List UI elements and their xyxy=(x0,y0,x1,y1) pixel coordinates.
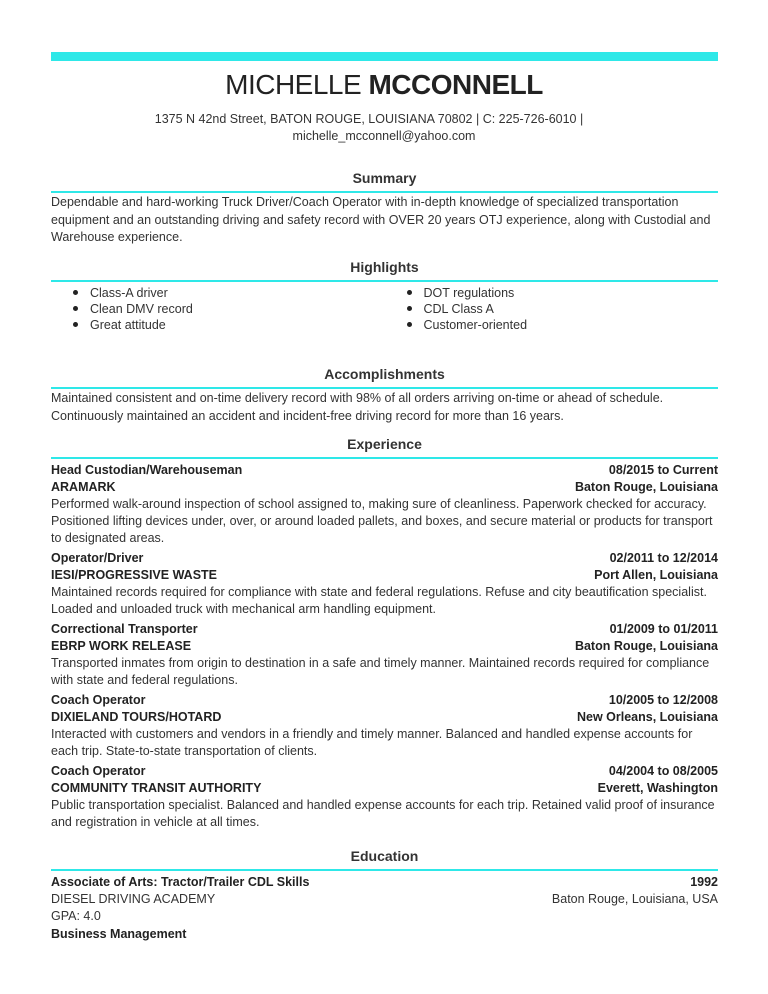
job-location: Baton Rouge, Louisiana xyxy=(574,639,718,653)
job-company-row xyxy=(51,709,718,726)
job-company: EBRP WORK RELEASE xyxy=(51,639,192,653)
job-entry xyxy=(51,550,718,618)
job-entry xyxy=(51,692,718,760)
summary-divider xyxy=(51,191,718,193)
job-title: Operator/Driver xyxy=(51,551,144,565)
accomplishments-title: Accomplishments xyxy=(324,366,445,382)
job-description: Interacted with customers and vendors in a friendly and timely manner. Balanced and handled expense accounts for each trip. State-to-state transportation of clients. xyxy=(51,727,693,758)
accomplishments-section xyxy=(51,366,718,425)
job-entry xyxy=(51,763,718,831)
job-company: COMMUNITY TRANSIT AUTHORITY xyxy=(51,781,262,795)
education-entry xyxy=(51,874,718,943)
education-gpa: GPA: 4.0 xyxy=(51,909,101,923)
first-name: MICHELLE xyxy=(225,69,362,100)
job-title: Head Custodian/Warehouseman xyxy=(51,463,243,477)
education-year: 1992 xyxy=(690,875,718,889)
experience-section xyxy=(51,436,718,831)
accomplishments-divider xyxy=(51,387,718,389)
education-degree: Associate of Arts: Tractor/Trailer CDL Skills xyxy=(51,875,310,889)
highlights-left-column xyxy=(51,285,385,333)
education-divider xyxy=(51,869,718,871)
education-next-title: Business Management xyxy=(51,927,187,941)
job-dates: 08/2015 to Current xyxy=(608,463,718,477)
job-company: IESI/PROGRESSIVE WASTE xyxy=(51,568,218,582)
highlights-title: Highlights xyxy=(350,259,419,275)
job-description: Transported inmates from origin to destination in a safe and timely manner. Maintained records required for compliance with state and federal regulations. xyxy=(51,656,710,687)
job-description: Maintained records required for compliance with state and federal regulations. Refuse and city beautification specialist. Loaded and unloaded truck with mechanical arm handling equipment. xyxy=(51,585,707,616)
education-school-row xyxy=(51,891,718,908)
highlights-list xyxy=(51,285,718,333)
job-description: Public transportation specialist. Balanced and handled expense accounts for each trip. Retained valid proof of insurance and registration in vehicle at all times. xyxy=(51,798,715,829)
list-item: Great attitude xyxy=(51,317,385,333)
job-title: Coach Operator xyxy=(51,764,146,778)
job-entry xyxy=(51,621,718,689)
job-header xyxy=(51,763,718,780)
job-location: Baton Rouge, Louisiana xyxy=(574,480,718,494)
job-company: ARAMARK xyxy=(51,480,116,494)
highlights-section xyxy=(51,259,718,333)
list-item: Customer-oriented xyxy=(385,317,719,333)
job-description: Performed walk-around inspection of school assigned to, making sure of cleanliness. Paperwork checked for accuracy. Positioned lifting devices under, over, or around loaded pallets, and boxes, and secure material or products for transport to designated areas. xyxy=(51,497,713,545)
job-company-row xyxy=(51,638,718,655)
job-company-row xyxy=(51,567,718,584)
job-location: Port Allen, Louisiana xyxy=(594,568,718,582)
education-section xyxy=(51,848,718,943)
job-header xyxy=(51,621,718,638)
contact-email[interactable]: michelle_mcconnell@yahoo.com xyxy=(292,129,476,143)
job-header xyxy=(51,462,718,479)
experience-title: Experience xyxy=(347,436,422,452)
summary-title: Summary xyxy=(352,170,417,186)
education-header xyxy=(51,874,718,891)
job-title: Correctional Transporter xyxy=(51,622,198,636)
highlights-divider xyxy=(51,280,718,282)
job-dates: 02/2011 to 12/2014 xyxy=(609,551,718,565)
job-company-row xyxy=(51,479,718,496)
job-dates: 10/2005 to 12/2008 xyxy=(608,693,718,707)
list-item: Class-A driver xyxy=(51,285,385,301)
list-item: Clean DMV record xyxy=(51,301,385,317)
contact-address-phone: 1375 N 42nd Street, BATON ROUGE, LOUISIANA 70802 | C: 225-726-6010 | xyxy=(154,112,584,126)
job-company: DIXIELAND TOURS/HOTARD xyxy=(51,710,222,724)
job-entry xyxy=(51,462,718,547)
last-name: MCCONNELL xyxy=(368,69,543,100)
accomplishments-text: Maintained consistent and on-time delivery record with 98% of all orders arriving on-time or ahead of schedule. Continuously maintained an accident and incident-free driving record for more than 16 years. xyxy=(51,391,664,423)
education-school: DIESEL DRIVING ACADEMY xyxy=(51,892,216,906)
job-dates: 04/2004 to 08/2005 xyxy=(608,764,718,778)
candidate-name xyxy=(0,69,768,101)
job-title: Coach Operator xyxy=(51,693,146,707)
job-location: Everett, Washington xyxy=(597,781,718,795)
accent-top-bar xyxy=(51,52,718,61)
list-item: DOT regulations xyxy=(385,285,719,301)
job-header xyxy=(51,692,718,709)
job-location: New Orleans, Louisiana xyxy=(576,710,718,724)
list-item: CDL Class A xyxy=(385,301,719,317)
job-header xyxy=(51,550,718,567)
job-company-row xyxy=(51,780,718,797)
education-next-item xyxy=(51,926,718,943)
education-title: Education xyxy=(350,848,419,864)
summary-text: Dependable and hard-working Truck Driver/Coach Operator with in-depth knowledge of specialized transportation equipment and an outstanding driving and safety record with OVER 20 years OTJ experience, along with Custodial and Warehouse experience. xyxy=(51,195,711,244)
education-location: Baton Rouge, Louisiana, USA xyxy=(551,892,718,906)
summary-section xyxy=(51,170,718,247)
job-dates: 01/2009 to 01/2011 xyxy=(609,622,718,636)
contact-info xyxy=(0,111,768,145)
experience-divider xyxy=(51,457,718,459)
highlights-right-column xyxy=(385,285,719,333)
